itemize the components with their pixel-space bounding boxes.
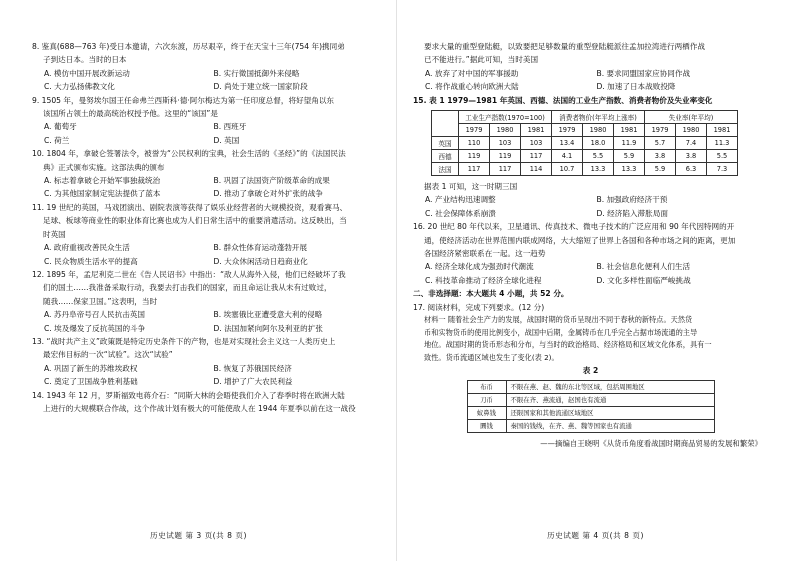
- option-a: A. 巩固了新生的苏维埃政权: [44, 363, 138, 373]
- material-line: 材料一 随着社会生产力的发展，战国时期的货币呈现出不同于春秋的新特点。天然货: [424, 315, 693, 325]
- question-10: [32, 147, 383, 201]
- table-year-cell: 1980: [490, 124, 521, 137]
- option-a: A. 产业结构迅速调整: [425, 195, 496, 205]
- table-cell: 18.0: [583, 137, 614, 150]
- option-a: A. 放弃了对中国的军事援助: [425, 68, 519, 78]
- table-year-cell: 1979: [552, 124, 583, 137]
- question-17-title: 17. 阅读材料，完成下列要求。(12 分): [413, 302, 545, 312]
- option-b: B. 埃塞俄比亚遭受意大利的侵略: [213, 310, 323, 320]
- table-cell: 7.4: [676, 137, 707, 150]
- question-stem-line: 12. 1895 年，孟尼利克二世在《告人民诏书》中指出：“敌人从海外入侵，他们已经破坏了我: [32, 269, 346, 279]
- question-14-line: 已不能进行。”据此可知，当时美国: [424, 55, 539, 65]
- option-b: B. 社会信息化便利人们生活: [596, 262, 691, 272]
- table-cell: 110: [459, 137, 490, 150]
- table-cell: 5.9: [645, 163, 676, 176]
- table-row: [432, 137, 738, 150]
- option-d: D. 法国加紧向阿尔及利亚的扩张: [213, 323, 323, 333]
- currency-region-cell: 不限在齐、燕流通，赵国也有流通: [506, 393, 714, 406]
- currency-row: [467, 406, 714, 419]
- material-line: 币和实物货币的使用比例变小，战国中后期，金属铸币在几乎完全占据市场流通的主导: [424, 327, 698, 337]
- table-cell: 5.5: [707, 150, 738, 163]
- question-stem-line: 典》正式颁布实施。这部法典的颁布: [43, 162, 165, 172]
- table-cell: 7.3: [707, 163, 738, 176]
- option-row: [32, 362, 383, 375]
- option-row: [32, 241, 383, 254]
- table-row: [432, 150, 738, 163]
- option-row: [32, 120, 383, 133]
- table-year-cell: 1980: [583, 124, 614, 137]
- table-cell: 5.5: [583, 150, 614, 163]
- table-1-title: 15. 表 1 1979—1981 年英国、西德、法国的工业生产指数、消费者物价及失业率变化: [413, 95, 713, 105]
- right-page: [397, 0, 794, 561]
- material-line: 致性。货币流通区域也发生了变化(表 2)。: [424, 352, 559, 362]
- material-source: ——摘编自王晓明《从货币角度看战国时期商品贸易的发展和繁荣》: [540, 438, 762, 448]
- table-group-header: 消费者物价(年平均上涨率): [552, 111, 645, 124]
- question-14-line: 上进行的大规模联合作战，这个作战计划有极大的可能使敌人在 1944 年夏季以前在这一战役: [43, 403, 356, 413]
- question-stem-line: 10. 1804 年，拿破仑签署法令，被誉为“公民权利的宝典，社会生活的《圣经》”的《法国民法: [32, 149, 346, 159]
- option-row: [32, 375, 383, 388]
- option-a: A. 经济全球化成为强劲时代潮流: [425, 262, 534, 272]
- question-15-options: [413, 193, 768, 206]
- table-row: [432, 163, 738, 176]
- left-page-footer: 历史试题 第 3 页(共 8 页): [150, 531, 247, 540]
- question-stem-line: 11. 19 世纪的英国，马戏团演出、剧院表演等获得了娱乐业经营者的大规模投资，观看赛马、: [32, 202, 348, 212]
- option-row: [32, 80, 383, 93]
- option-row: [32, 308, 383, 321]
- question-stem-line: 13. “战时共产主义”政策既是特定历史条件下的产物，也是对实现社会主义这一人类历史上: [32, 336, 336, 346]
- table-year-cell: 1981: [707, 124, 738, 137]
- table-country-cell: 英国: [432, 137, 459, 150]
- table-cell: 3.8: [676, 150, 707, 163]
- table-cell: 13.3: [614, 163, 645, 176]
- currency-name-cell: 圜钱: [467, 419, 506, 432]
- option-a: A. 苏丹阜帝号召人民抗击英国: [44, 310, 146, 320]
- table-cell: 114: [521, 163, 552, 176]
- table-year-cell: 1980: [676, 124, 707, 137]
- option-b: B. 实行徵国抵御外来侵略: [213, 68, 300, 78]
- question-13: [32, 335, 383, 389]
- currency-row: [467, 380, 714, 393]
- left-question-list: [32, 40, 383, 389]
- question-14-line: 要求大量的重型登陆艇，以致要把足够数量的重型登陆艇派往孟加拉湾进行两栖作战: [424, 42, 705, 51]
- option-row: [32, 255, 383, 268]
- table-cell: 4.1: [552, 150, 583, 163]
- currency-region-cell: 秦国的钱线，在齐、燕、魏等国家也有流通: [506, 419, 714, 432]
- option-c: C. 为其他国家制定宪法提供了蓝本: [44, 189, 161, 199]
- table-cell: 11.9: [614, 137, 645, 150]
- currency-name-cell: 布币: [467, 380, 506, 393]
- table-cell: 10.7: [552, 163, 583, 176]
- table-year-cell: 1979: [459, 124, 490, 137]
- option-row: [32, 67, 383, 80]
- table-cell: 117: [490, 163, 521, 176]
- question-stem-line: 子到达日本。当时的日本: [43, 55, 127, 65]
- option-c: C. 社会保障体系崩溃: [425, 208, 496, 218]
- currency-name-cell: 蚁鼻钱: [467, 406, 506, 419]
- option-b: B. 加强政府经济干预: [596, 195, 668, 205]
- table-cell: 5.7: [645, 137, 676, 150]
- option-b: B. 要求同盟国家应协同作战: [596, 68, 691, 78]
- question-stem-line: 们的国土……我准备采取行动，我要去打击我们的国家，而且命运让我从未有过败过，: [43, 283, 332, 293]
- option-c: C. 荷兰: [44, 135, 70, 145]
- material-line: 地位。战国时期的货币形态和分布，与当时的政治格局、经济格局和区域文化体系，具有一: [424, 340, 712, 350]
- table-country-cell: 法国: [432, 163, 459, 176]
- table-cell: 5.9: [614, 150, 645, 163]
- option-c: C. 将作战重心转向欧洲大陆: [425, 82, 519, 92]
- option-c: C. 奠定了卫国战争胜利基础: [44, 377, 138, 387]
- currency-region-cell: 还限国家和其他流通区域地区: [506, 406, 714, 419]
- currency-row: [467, 419, 714, 432]
- question-stem-line: 时英国: [43, 229, 66, 239]
- question-stem-line: 该国所占领土的最高统治权授予他。这里的“该国”是: [43, 109, 218, 119]
- option-d: D. 经济陷入滞胀局面: [596, 208, 668, 218]
- option-c: C. 埃及爆发了反抗英国的斗争: [44, 323, 146, 333]
- question-stem-line: 8. 鉴真(688—763 年)受日本邀请，六次东渡，历尽艰辛，终于在天宝十三年(754 年)携同弟: [32, 42, 345, 51]
- question-14: [32, 389, 383, 416]
- option-c: C. 大力弘扬佛教文化: [44, 82, 115, 92]
- option-a: A. 标志着拿破仑开始军事独裁统治: [44, 176, 161, 186]
- option-d: D. 增护了广大农民利益: [213, 377, 293, 387]
- option-row: [32, 134, 383, 147]
- table-header-row: [432, 111, 738, 124]
- question-14-line: 14. 1943 年 12 月，罗斯福致电蒋介石：“同斯大林的会晤使我们介入了春季时将在欧洲大陆: [32, 390, 345, 400]
- table-country-cell: 西德: [432, 150, 459, 163]
- question-16-line: 通，使经济活动在世界范围内联成网络，大大缩短了世界上各国和各种市场之间的距离，更加: [424, 235, 736, 245]
- question-16-line: 16. 20 世纪 80 年代以来，卫星通讯、传真技术、微电子技术的广泛应用和 90 年代因特网的开: [413, 222, 735, 232]
- question-stem-line: 9. 1505 年，曼努埃尔国王任命弗兰西斯科·德·阿尔梅达为第一任印度总督，将好望角以东: [32, 95, 335, 105]
- table-year-cell: 1981: [521, 124, 552, 137]
- question-11: [32, 201, 383, 268]
- question-14-options: [413, 80, 768, 93]
- question-15-stem: 据表 1 可知，这一时期三国: [424, 182, 518, 192]
- option-d: D. 英国: [213, 135, 240, 145]
- currency-row: [467, 393, 714, 406]
- question-15-options: [413, 207, 768, 220]
- option-b: B. 恢复了苏俄国民经济: [213, 363, 292, 373]
- table-cell: 119: [459, 150, 490, 163]
- table-year-cell: 1981: [614, 124, 645, 137]
- table-cell: 117: [459, 163, 490, 176]
- table-year-cell: 1979: [645, 124, 676, 137]
- table-year-row: [432, 124, 738, 137]
- question-stem-line: 随我……保家卫国。”这表明，当时: [43, 296, 158, 306]
- question-8: [32, 40, 383, 94]
- currency-name-cell: 刀币: [467, 393, 506, 406]
- table-cell: 117: [521, 150, 552, 163]
- question-stem-line: 足球、板球等商业性的职业体育比赛也成为人们日常生活中的重要消遣活动。这反映出，当: [43, 216, 347, 226]
- question-9: [32, 94, 383, 148]
- table-2: [467, 380, 715, 433]
- option-b: B. 巩固了法国资产阶级革命的成果: [213, 176, 330, 186]
- option-d: D. 推动了拿破仑对外扩张的战争: [213, 189, 323, 199]
- table-2-title: 表 2: [582, 366, 599, 376]
- option-b: B. 群众性体育运动蓬勃开展: [213, 243, 308, 253]
- option-d: D. 文化多样性面临严峻挑战: [596, 275, 691, 285]
- option-a: A. 葡萄牙: [44, 122, 77, 132]
- option-d: D. 尚处于建立统一国家阶段: [213, 82, 308, 92]
- right-page-footer: 历史试题 第 4 页(共 8 页): [547, 531, 644, 540]
- option-a: A. 政府重视改善民众生活: [44, 243, 130, 253]
- material-1: [413, 314, 768, 364]
- table-cell: 11.3: [707, 137, 738, 150]
- option-d: D. 加速了日本战败投降: [596, 82, 676, 92]
- option-b: B. 西班牙: [213, 122, 247, 132]
- table-cell: 103: [521, 137, 552, 150]
- question-16-options: [413, 260, 768, 273]
- table-cell: 13.4: [552, 137, 583, 150]
- table-cell: 13.3: [583, 163, 614, 176]
- question-12: [32, 268, 383, 335]
- question-17: [413, 301, 768, 450]
- option-d: D. 大众休闲活动日趋商业化: [213, 256, 308, 266]
- question-16-options: [413, 274, 768, 287]
- currency-region-cell: 不限在燕、赵、魏的东北等区域，包括周围地区: [506, 380, 714, 393]
- option-row: [32, 187, 383, 200]
- question-14-continued: [413, 40, 768, 94]
- section-2-heading: 二、非选择题：本大题共 4 小题，共 52 分。: [413, 289, 569, 299]
- question-14-options: [413, 67, 768, 80]
- table-group-header: 工业生产指数(1970=100): [459, 111, 552, 124]
- option-row: [32, 174, 383, 187]
- option-row: [32, 322, 383, 335]
- question-16-line: 各国经济紧密联系在一起。这一趋势: [424, 249, 546, 259]
- table-cell: 103: [490, 137, 521, 150]
- question-15: [413, 94, 768, 221]
- table-cell: 119: [490, 150, 521, 163]
- table-cell: 6.3: [676, 163, 707, 176]
- table-group-header: 失业率(年平均): [645, 111, 738, 124]
- question-stem-line: 最宏伟目标的一次“试验”。这次“试验”: [43, 350, 173, 360]
- table-1: [431, 110, 738, 176]
- table-cell: 3.8: [645, 150, 676, 163]
- table-corner-cell: [432, 111, 459, 137]
- option-a: A. 模仿中国开展改新运动: [44, 68, 130, 78]
- option-c: C. 科技革命推动了经济全球化进程: [425, 275, 542, 285]
- question-16: [413, 220, 768, 287]
- option-c: C. 民众物质生活水平的提高: [44, 256, 138, 266]
